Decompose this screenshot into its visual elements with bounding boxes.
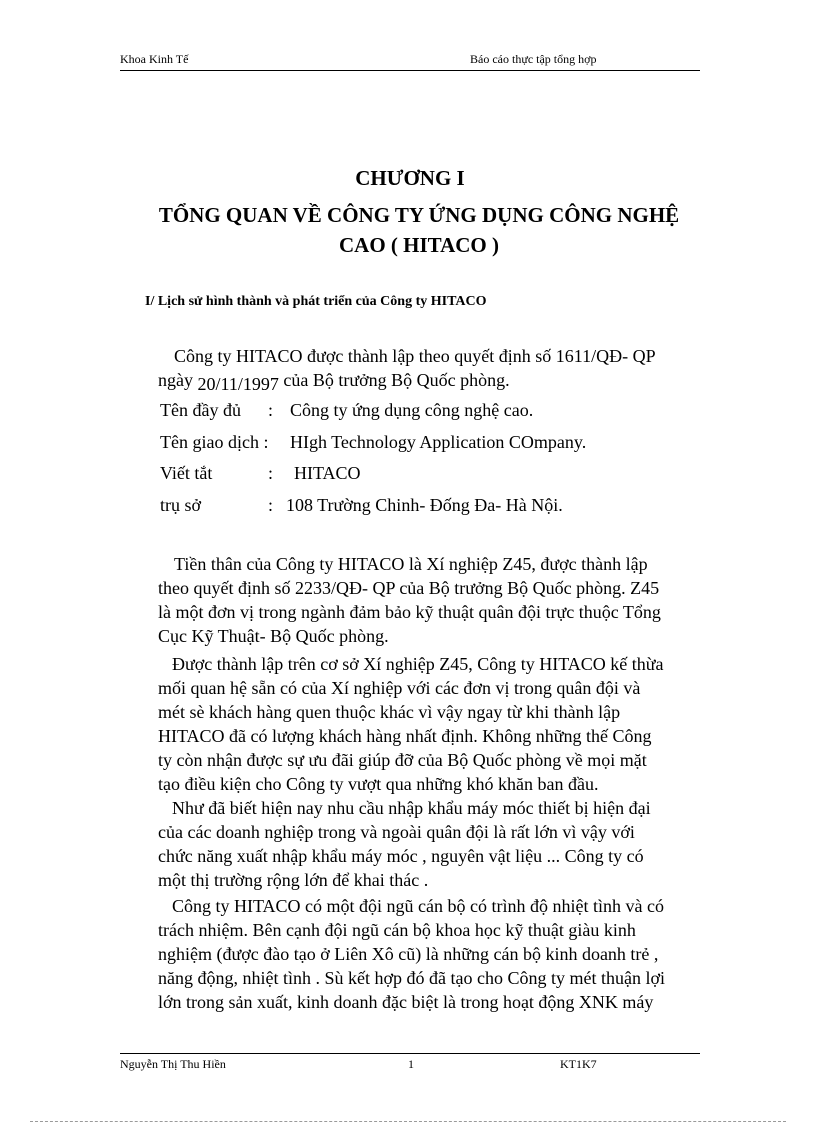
paragraph-line: của các doanh nghiệp trong và ngoài quân đội là rất lớn vì vậy với (158, 822, 635, 842)
paragraph-line: theo quyết định số 2233/QĐ- QP của Bộ trưởng Bộ Quốc phòng. Z45 (158, 578, 660, 598)
paragraph-line: Công ty HITACO có một đội ngũ cán bộ có trình độ nhiệt tình và có (172, 896, 664, 916)
paragraph-line: mét sè khách hàng quen thuộc khác vì vậy ngay từ khi thành lập (158, 702, 621, 722)
paragraph-line: là một đơn vị trong ngành đảm bảo kỹ thuật quân đội trực thuộc Tổng (158, 602, 661, 622)
field-value: 108 Trường Chinh- Đống Đa- Hà Nội. (286, 495, 563, 515)
intro-line-2 (158, 368, 688, 392)
page-header (120, 52, 700, 70)
header-divider (120, 70, 700, 71)
footer-class-code: KT1K7 (560, 1057, 597, 1071)
paragraph-line: mối quan hệ sẵn có của Xí nghiệp với các đơn vị trong quân đội và (158, 678, 641, 698)
field-colon: : (268, 495, 274, 515)
footer-author: Nguyễn Thị Thu Hiền (120, 1057, 226, 1071)
paragraph-line: tạo điều kiện cho Công ty vượt qua những khó khăn ban đầu. (158, 774, 599, 794)
paragraph-staff (158, 894, 688, 1014)
paragraph-line: Tiền thân của Công ty HITACO là Xí nghiệp Z45, được thành lập (174, 554, 648, 574)
field-label: Viết tắt (160, 463, 213, 483)
paragraph-line: trách nhiệm. Bên cạnh đội ngũ cán bộ khoa học kỹ thuật giàu kinh (158, 920, 636, 940)
field-label: trụ sở (160, 495, 202, 515)
paragraph-foundation (158, 652, 688, 796)
paragraph-line: nghiệm (được đào tạo ở Liên Xô cũ) là những cán bộ kinh doanh trẻ , (158, 944, 659, 964)
field-abbreviation (160, 463, 700, 487)
paragraph-line: năng động, nhiệt tình . Sù kết hợp đó đã tạo cho Công ty mét thuận lợi (158, 968, 665, 988)
intro-paragraph (158, 344, 688, 392)
paragraph-line: HITACO đã có lượng khách hàng nhất định. Không những thế Công (158, 726, 652, 746)
chapter-title-line-1: TỔNG QUAN VỀ CÔNG TY ỨNG DỤNG CÔNG NGHỆ (158, 203, 680, 227)
paragraph-line: Như đã biết hiện nay nhu cầu nhập khẩu máy móc thiết bị hiện đại (172, 798, 651, 818)
section-heading: I/ Lịch sử hình thành và phát triển của Công ty HITACO (145, 294, 487, 309)
field-value: HIgh Technology Application COmpany. (290, 432, 587, 452)
chapter-title-line-2: CAO ( HITACO ) (338, 233, 500, 257)
footer-divider (120, 1053, 700, 1054)
intro-date-prefix: ngày (158, 370, 193, 390)
paragraph-line: chức năng xuất nhập khẩu máy móc , nguyên vật liệu ... Công ty có (158, 846, 644, 866)
field-colon: : (268, 400, 274, 420)
paragraph-line: lớn trong sản xuất, kinh doanh đặc biệt là trong hoạt động XNK máy (158, 992, 654, 1012)
page-footer (120, 1057, 700, 1073)
field-value: HITACO (294, 463, 361, 483)
chapter-heading: CHƯƠNG I (355, 166, 465, 190)
intro-date-suffix: của Bộ trưởng Bộ Quốc phòng. (283, 370, 510, 390)
field-label: Tên đầy đủ (160, 400, 241, 420)
intro-line-1: Công ty HITACO được thành lập theo quyết định số 1611/QĐ- QP (174, 346, 656, 366)
paragraph-line: một thị trường rộng lớn để khai thác . (158, 870, 429, 890)
paragraph-market (158, 796, 688, 892)
page-number: 1 (408, 1057, 414, 1071)
field-value: Công ty ứng dụng công nghệ cao. (290, 400, 534, 420)
field-headquarters (160, 495, 700, 519)
field-colon: : (268, 463, 274, 483)
page-break-line (30, 1121, 786, 1122)
header-report-title: Báo cáo thực tập tổng hợp (470, 52, 597, 66)
chapter-title (145, 200, 693, 260)
founding-date: 20/11/1997 (197, 374, 279, 394)
paragraph-line: Được thành lập trên cơ sở Xí nghiệp Z45, Công ty HITACO kế thừa (172, 654, 664, 674)
field-full-name (160, 400, 700, 424)
paragraph-line: Cục Kỹ Thuật- Bộ Quốc phòng. (158, 626, 389, 646)
field-label: Tên giao dịch : (160, 432, 269, 452)
paragraph-line: ty còn nhận được sự ưu đãi giúp đỡ của Bộ Quốc phòng về mọi mặt (158, 750, 647, 770)
header-department: Khoa Kinh Tế (120, 52, 189, 66)
paragraph-history (158, 552, 688, 648)
field-trade-name (160, 432, 700, 456)
